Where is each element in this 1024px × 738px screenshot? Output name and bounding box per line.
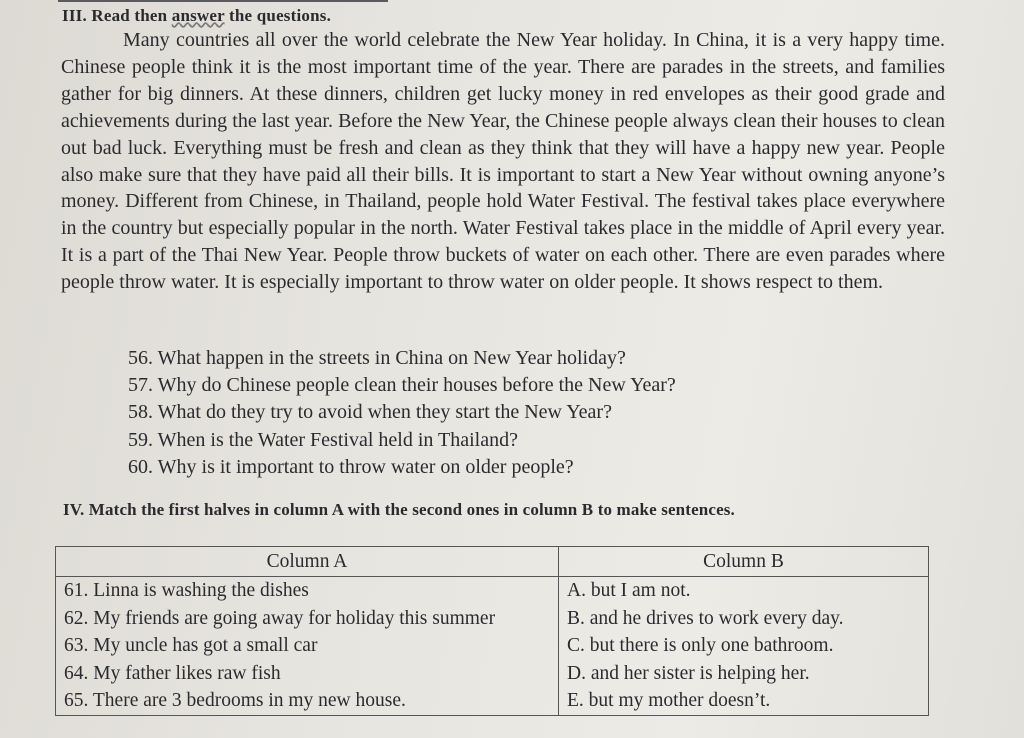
column-b-item-e: E. but my mother doesn’t. — [567, 690, 771, 711]
column-a-cell — [56, 577, 559, 716]
section-4-title: IV. Match the first halves in column A with the second ones in column B to make sentences. — [63, 500, 735, 519]
section-3-title-start: III. Read then — [62, 6, 172, 25]
reading-passage — [61, 27, 945, 296]
column-b-item-a: A. but I am not. — [567, 580, 691, 601]
reading-passage-text: Many countries all over the world celebrate the New Year holiday. In China, it is a very happy time. Chinese people think it is the most important time of the year. There are parades in the streets, and families gather for big dinners. At these dinners, children get lucky money in red envelopes as their good grade and achievements during the last year. Before the New Year, the Chinese people always clean their houses to clean out bad luck. Everything must be fresh and clean as they think that they will have a happy new year. People also make sure that they have paid all their bills. It is important to start a New Year without owning anyone’s money. Different from Chinese, in Thailand, people hold Water Festival. The festival takes place everywhere in the country but especially popular in the north. Water Festival takes place in the middle of April every year. It is a part of the Thai New Year. People throw buckets of water on each other. There are even parades where people throw water. It is especially important to throw water on older people. It shows respect to them. — [61, 29, 945, 294]
column-b-item-c: C. but there is only one bathroom. — [567, 635, 834, 656]
question-60: 60. Why is it important to throw water on older people? — [128, 455, 574, 478]
section-3-title-underlined-word: answer — [171, 6, 225, 25]
column-a-item-65: 65. There are 3 bedrooms in my new house. — [64, 690, 406, 711]
matching-table — [55, 546, 929, 716]
matching-table-body-row — [56, 577, 929, 716]
question-56: 56. What happen in the streets in China on New Year holiday? — [128, 347, 626, 369]
matching-table-header-row — [56, 547, 929, 577]
column-a-item-63: 63. My uncle has got a small car — [64, 635, 318, 656]
question-59: 59. When is the Water Festival held in Thailand? — [128, 428, 518, 451]
column-a-item-64: 64. My father likes raw fish — [64, 662, 281, 684]
section-3-title-end: the questions. — [224, 6, 332, 25]
question-list — [128, 345, 676, 481]
column-b-header: Column B — [559, 547, 929, 577]
column-a-item-62: 62. My friends are going away for holiday this summer — [64, 607, 496, 629]
column-b-item-d: D. and her sister is helping her. — [567, 662, 810, 684]
column-b-item-b: B. and he drives to work every day. — [567, 607, 844, 629]
top-divider — [58, 0, 388, 2]
column-b-cell — [559, 577, 929, 716]
column-a-item-61: 61. Linna is washing the dishes — [64, 580, 309, 601]
column-a-header: Column A — [56, 547, 559, 577]
section-3-title — [62, 6, 331, 26]
question-58: 58. What do they try to avoid when they start the New Year? — [128, 401, 612, 424]
question-57: 57. Why do Chinese people clean their houses before the New Year? — [128, 374, 676, 397]
